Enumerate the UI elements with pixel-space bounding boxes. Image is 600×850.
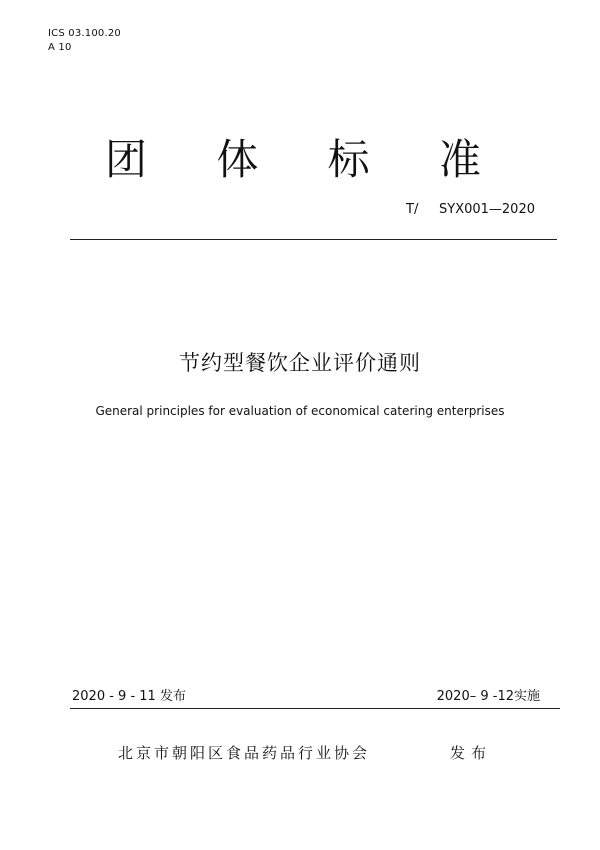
classification-codes xyxy=(48,27,121,55)
class-code: A 10 xyxy=(48,42,72,53)
publish-label: 发布 xyxy=(450,744,493,762)
implementation-date: 2020– 9 -12实施 xyxy=(436,689,540,704)
standard-number: T/ SYX001—2020 xyxy=(406,202,535,217)
standard-type-heading: 团 体 标 准 xyxy=(104,135,510,184)
date-divider xyxy=(70,708,560,709)
publisher-name: 北京市朝阳区食品药品行业协会 xyxy=(118,744,371,762)
document-title-chinese: 节约型餐饮企业评价通则 xyxy=(179,351,421,375)
document-title-english: General principles for evaluation of economical catering enterprises xyxy=(95,404,505,418)
header-divider xyxy=(70,239,557,240)
issue-date: 2020 - 9 - 11 发布 xyxy=(72,689,186,704)
ics-code: ICS 03.100.20 xyxy=(48,28,121,39)
